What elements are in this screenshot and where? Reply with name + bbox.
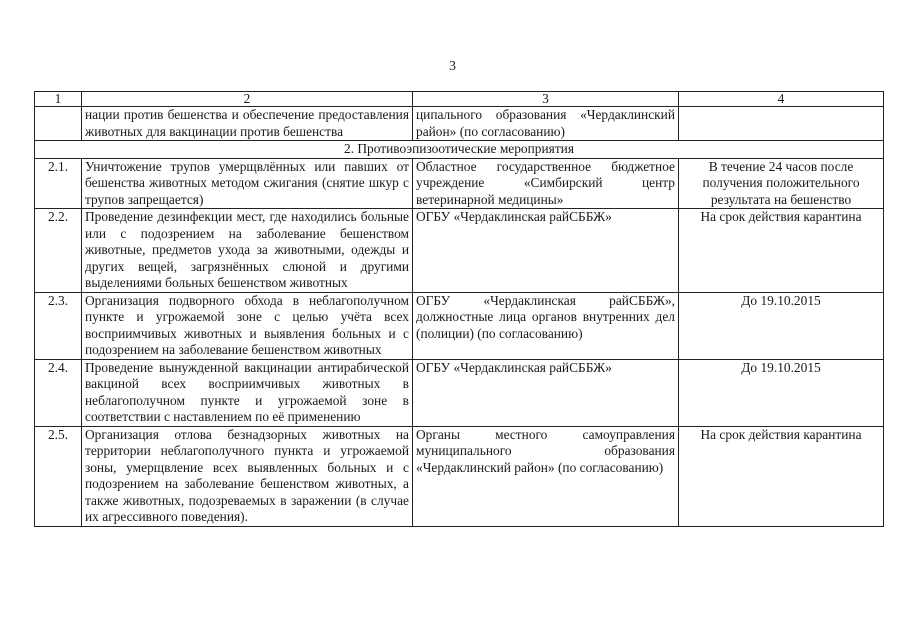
measure-cell: нации против бешенства и обеспечение предоставления животных для вакцинации против бешенства [82, 107, 413, 141]
term-cell: До 19.10.2015 [679, 359, 884, 426]
term-cell: На срок действия карантина [679, 209, 884, 293]
section-title: 2. Противоэпизоотические мероприятия [35, 141, 884, 159]
row-number: 2.4. [35, 359, 82, 426]
row-number: 2.5. [35, 426, 82, 526]
term-cell: На срок действия карантина [679, 426, 884, 526]
measure-cell: Организация подворного обхода в неблагополучном пункте и угрожаемой зоне с целью учёта всех восприимчивых животных и выявления больных и с подозрением на заболевание бешенством животных [82, 292, 413, 359]
column-header-3: 3 [413, 92, 679, 107]
table-row [35, 426, 884, 526]
term-cell [679, 107, 884, 141]
table-row [35, 209, 884, 293]
table-header-row [35, 92, 884, 107]
executor-cell: ОГБУ «Чердаклинская райСББЖ» [413, 359, 679, 426]
term-cell: В течение 24 часов после получения положительного результата на бешенство [679, 158, 884, 209]
table-row [35, 359, 884, 426]
measure-cell: Организация отлова безнадзорных животных на территории неблагополучного пункта и угрожаемой зоны, умерщвление всех выявленных больных и с подозрением на заболевание бешенством животных, а также животных, подозреваемых в заражении (в случае их агрессивного поведения). [82, 426, 413, 526]
measure-cell: Проведение дезинфекции мест, где находились больные или с подозрением на заболевание бешенством животные, предметов ухода за животными, одежды и других вещей, загрязнённых слюной и другими выделениями больных бешенством животных [82, 209, 413, 293]
executor-cell: ципального образования «Чердаклинский район» (по согласованию) [413, 107, 679, 141]
table-row [35, 292, 884, 359]
executor-cell: Областное государственное бюджетное учреждение «Симбирский центр ветеринарной медицины» [413, 158, 679, 209]
table-row [35, 158, 884, 209]
continuation-row [35, 107, 884, 141]
executor-cell: ОГБУ «Чердаклинская райСББЖ» [413, 209, 679, 293]
executor-cell: ОГБУ «Чердаклинская райСББЖ», должностные лица органов внутренних дел (полиции) (по согласованию) [413, 292, 679, 359]
column-header-4: 4 [679, 92, 884, 107]
row-number [35, 107, 82, 141]
page-number: 3 [449, 59, 456, 74]
section-row [35, 141, 884, 159]
column-header-2: 2 [82, 92, 413, 107]
column-header-1: 1 [35, 92, 82, 107]
row-number: 2.2. [35, 209, 82, 293]
executor-cell: Органы местного самоуправления муниципального образования «Чердаклинский район» (по согласованию) [413, 426, 679, 526]
row-number: 2.3. [35, 292, 82, 359]
measure-cell: Проведение вынужденной вакцинации антирабической вакциной всех восприимчивых животных в неблагополучном пункте и угрожаемой зоне в соответствии с наставлением по её применению [82, 359, 413, 426]
row-number: 2.1. [35, 158, 82, 209]
measure-cell: Уничтожение трупов умерщвлённых или павших от бешенства животных методом сжигания (снятие шкур с трупов запрещается) [82, 158, 413, 209]
term-cell: До 19.10.2015 [679, 292, 884, 359]
measures-table [34, 91, 884, 527]
